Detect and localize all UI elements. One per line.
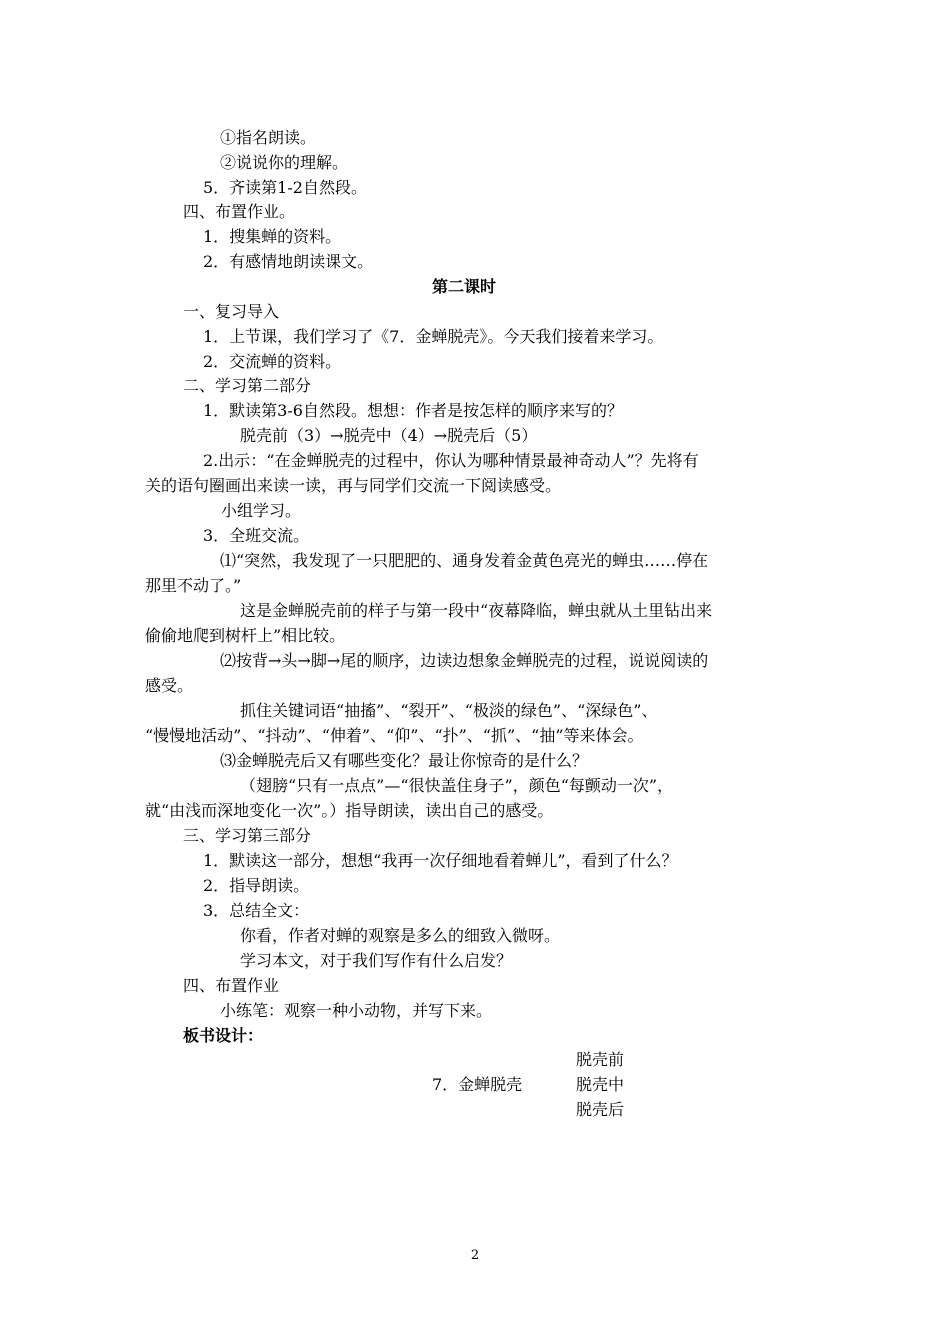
- text-line: 2．有感情地朗读课文。: [203, 252, 374, 271]
- text-line: 1．搜集蝉的资料。: [203, 227, 342, 246]
- section-heading: 四、布置作业: [183, 976, 280, 995]
- text-line: 学习本文，对于我们写作有什么启发？: [240, 951, 513, 970]
- lesson-title: 第二课时: [432, 277, 497, 296]
- text-line: ⑶金蝉脱壳后又有哪些变化？最让你惊奇的是什么？: [220, 751, 589, 770]
- text-line: 那里不动了。”: [145, 576, 242, 595]
- text-line: 抓住关键词语“抽搐”、“裂开”、“极淡的绿色”、“深绿色”、: [240, 701, 658, 720]
- text-line: ②说说你的理解。: [220, 153, 349, 172]
- section-heading: 三、学习第三部分: [183, 826, 312, 845]
- board-title: 7．金蝉脱壳: [432, 1075, 523, 1094]
- text-line: （翅膀“只有一点点”—“很快盖住身子”，颜色“每颤动一次”，: [240, 776, 674, 795]
- section-heading: 四、布置作业。: [183, 202, 296, 221]
- text-line: “慢慢地活动”、“抖动”、“伸着”、“仰”、“扑”、“抓”、“抽”等来体会。: [145, 726, 644, 745]
- section-heading: 二、学习第二部分: [183, 376, 312, 395]
- board-item: 脱壳中: [576, 1075, 625, 1094]
- text-line: 关的语句圈画出来读一读，再与同学们交流一下阅读感受。: [145, 476, 562, 495]
- page-number: 2: [470, 1248, 480, 1263]
- text-line: ⑴“突然，我发现了一只肥肥的、通身发着金黄色亮光的蝉虫……停在: [220, 551, 709, 570]
- text-line: 2．交流蝉的资料。: [203, 352, 342, 371]
- section-heading: 一、复习导入: [183, 302, 280, 321]
- text-line: ①指名朗读。: [220, 128, 317, 147]
- text-line: 2.出示：“在金蝉脱壳的过程中，你认为哪种情景最神奇动人”？先将有: [203, 451, 699, 470]
- text-line: 脱壳前（3）→脱壳中（4）→脱壳后（5）: [240, 426, 538, 445]
- board-item: 脱壳后: [576, 1100, 625, 1119]
- text-line: 偷偷地爬到树杆上”相比较。: [145, 626, 346, 645]
- text-line: 3．总结全文：: [203, 901, 310, 920]
- text-line: 这是金蝉脱壳前的样子与第一段中“夜幕降临，蝉虫就从土里钻出来: [240, 601, 713, 620]
- text-line: 小组学习。: [221, 501, 302, 520]
- text-line: 感受。: [145, 676, 194, 695]
- text-line: 1．上节课，我们学习了《7．金蝉脱壳》。今天我们接着来学习。: [203, 327, 664, 346]
- text-line: 2．指导朗读。: [203, 876, 310, 895]
- text-line: 就“由浅而深地变化一次”。）指导朗读，读出自己的感受。: [145, 801, 554, 820]
- text-line: 3．全班交流。: [203, 526, 310, 545]
- text-line: 1．默读第3-6自然段。想想：作者是按怎样的顺序来写的？: [203, 401, 623, 420]
- text-line: 你看，作者对蝉的观察是多么的细致入微呀。: [240, 926, 561, 945]
- text-line: 小练笔：观察一种小动物，并写下来。: [220, 1001, 493, 1020]
- text-line: 5．齐读第1-2自然段。: [203, 178, 367, 197]
- text-line: ⑵按背→头→脚→尾的顺序，边读边想象金蝉脱壳的过程，说说阅读的: [220, 651, 709, 670]
- text-line: 1．默读这一部分，想想“我再一次仔细地看着蝉儿”，看到了什么？: [203, 851, 678, 870]
- board-design-heading: 板书设计：: [183, 1026, 264, 1045]
- board-item: 脱壳前: [576, 1050, 625, 1069]
